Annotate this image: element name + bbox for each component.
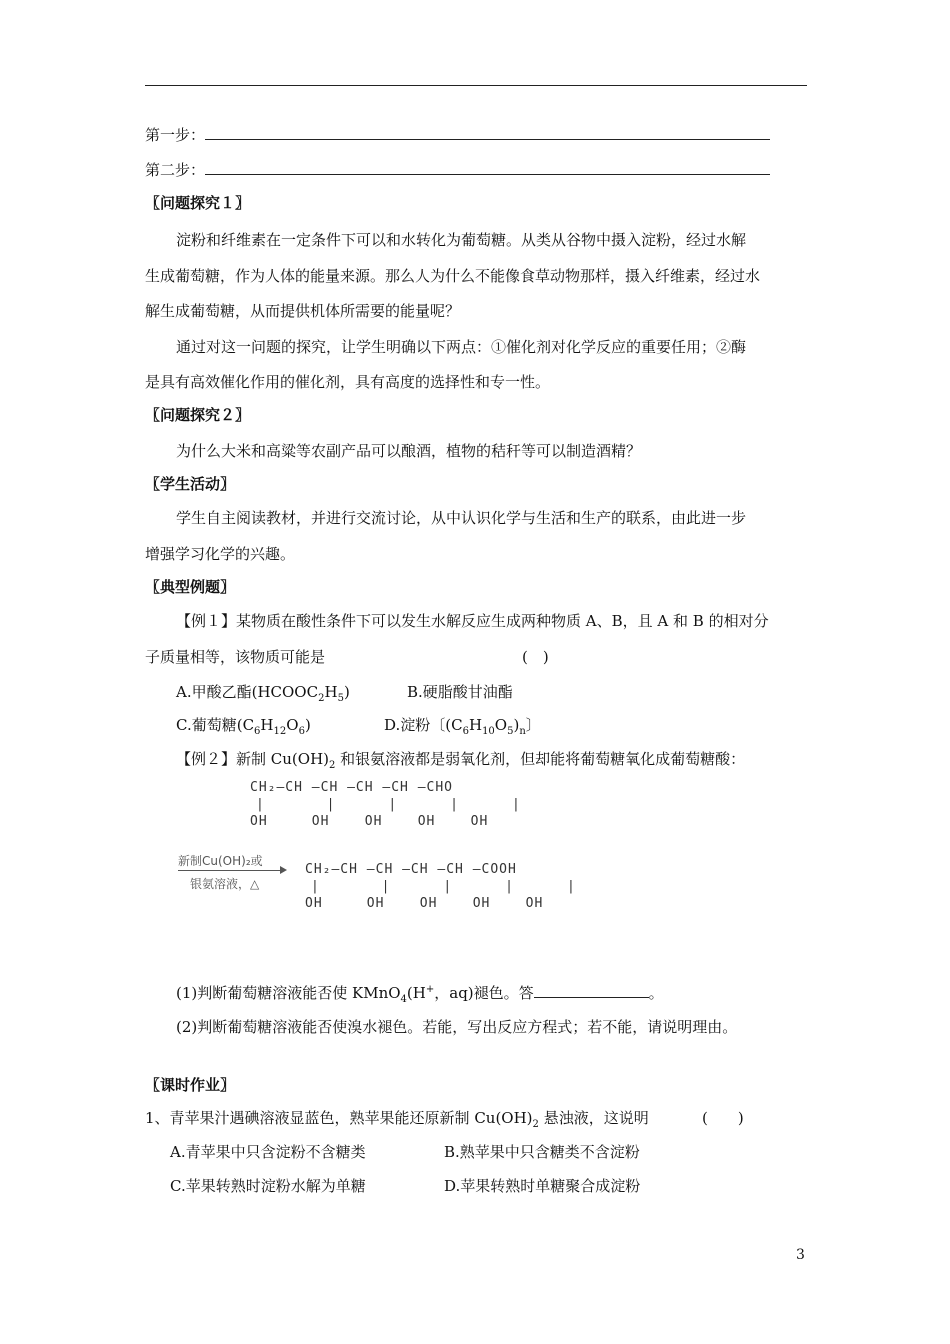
step1-label: 第一步：	[145, 126, 206, 144]
activity-text: 增强学习化学的兴趣。	[145, 545, 296, 563]
example1-label: 【例１】	[176, 612, 237, 630]
example2-label: 【例２】	[176, 750, 237, 768]
page-number: 3	[796, 1247, 805, 1263]
step1-line	[145, 125, 770, 145]
homework-option-a[interactable]: A.青苹果中只含淀粉不含糖类	[170, 1143, 366, 1161]
homework-option-c[interactable]: C.苹果转熟时淀粉水解为单糖	[170, 1177, 366, 1195]
reaction-arrow-head-icon	[280, 866, 287, 874]
inquiry2-heading: 〖问题探究２〗	[145, 406, 251, 424]
example1-option-c[interactable]: C.葡萄糖$(C_6H_{12}O_6)$	[176, 716, 311, 737]
step2-line	[145, 160, 770, 180]
glucose-formula-bonds: | | | | |	[256, 797, 521, 812]
inquiry1-text: 解生成葡萄糖，从而提供机体所需要的能量呢？	[145, 302, 461, 320]
example1-option-d[interactable]: D.淀粉〔$(C_6H_{10}O_5)_n$〕	[384, 716, 541, 737]
reaction-condition-bottom: 银氨溶液，△	[190, 877, 260, 891]
example2-subquestion-2: (2)判断葡萄糖溶液能否使溴水褪色。若能，写出反应方程式；若不能，请说明理由。	[176, 1018, 738, 1036]
example1-question-cont: 子质量相等，该物质可能是	[145, 648, 326, 666]
gluconic-acid-formula-oh: OH OH OH OH OH	[305, 896, 544, 911]
homework-option-b[interactable]: B.熟苹果中只含糖类不含淀粉	[444, 1143, 640, 1161]
homework-answer-paren[interactable]: ( )	[702, 1109, 744, 1127]
activity-text: 学生自主阅读教材，并进行交流讨论，从中认识化学与生活和生产的联系，由此进一步	[176, 509, 747, 527]
example1-option-a[interactable]: A.甲酸乙酯$(HCOOC_2H_5)$	[176, 683, 350, 704]
inquiry1-discussion: 通过对这一问题的探究，让学生明确以下两点：①催化剂对化学反应的重要任用；②酶	[176, 338, 747, 356]
example1-question: 【例１】某物质在酸性条件下可以发生水解反应生成两种物质 A、B，且 A 和 B 的相对分	[176, 612, 769, 630]
step1-blank[interactable]	[205, 125, 770, 140]
gluconic-acid-formula-chain: CH₂—CH —CH —CH —CH —COOH	[305, 862, 517, 877]
gluconic-acid-formula-bonds: | | | | |	[311, 879, 576, 894]
header-rule	[145, 85, 807, 86]
answer-blank[interactable]	[534, 983, 649, 998]
inquiry1-text: 淀粉和纤维素在一定条件下可以和水转化为葡萄糖。从类从谷物中摄入淀粉，经过水解	[176, 231, 747, 249]
homework-question-1: 1、青苹果汁遇碘溶液显蓝色，熟苹果能还原新制 $Cu(OH)_2$ 悬浊液，这说明	[145, 1109, 649, 1130]
reaction-arrow	[178, 870, 283, 871]
inquiry1-text: 生成葡萄糖，作为人体的能量来源。那么人为什么不能像食草动物那样，摄入纤维素，经过水	[145, 267, 761, 285]
reaction-condition-top: 新制Cu(OH)₂或	[178, 854, 263, 868]
example2-subquestion-1: (1)判断葡萄糖溶液能否使 KMnO$_4$(H+，aq)褪色。答 。	[176, 984, 664, 1005]
homework-heading: 〖课时作业〗	[145, 1076, 236, 1094]
homework-option-d[interactable]: D.苹果转熟时单糖聚合成淀粉	[444, 1177, 641, 1195]
inquiry1-heading: 〖问题探究１〗	[145, 194, 251, 212]
inquiry2-text: 为什么大米和高粱等农副产品可以酿酒，植物的秸秆等可以制造酒精？	[176, 442, 642, 460]
example1-option-b[interactable]: B.硬脂酸甘油酯	[407, 683, 513, 701]
glucose-formula-oh: OH OH OH OH OH	[250, 814, 489, 829]
step2-blank[interactable]	[205, 160, 770, 175]
example2-question: 【例２】新制 $Cu(OH)_2$ 和银氨溶液都是弱氧化剂，但却能将葡萄糖氧化成葡萄糖酸：	[176, 750, 746, 771]
step2-label: 第二步：	[145, 161, 206, 179]
example1-answer-paren[interactable]: ( )	[522, 648, 549, 666]
glucose-formula-chain: CH₂—CH —CH —CH —CH —CHO	[250, 780, 454, 795]
activity-heading: 〖学生活动〗	[145, 475, 236, 493]
examples-heading: 〖典型例题〗	[145, 578, 236, 596]
inquiry1-discussion: 是具有高效催化作用的催化剂，具有高度的选择性和专一性。	[145, 373, 551, 391]
